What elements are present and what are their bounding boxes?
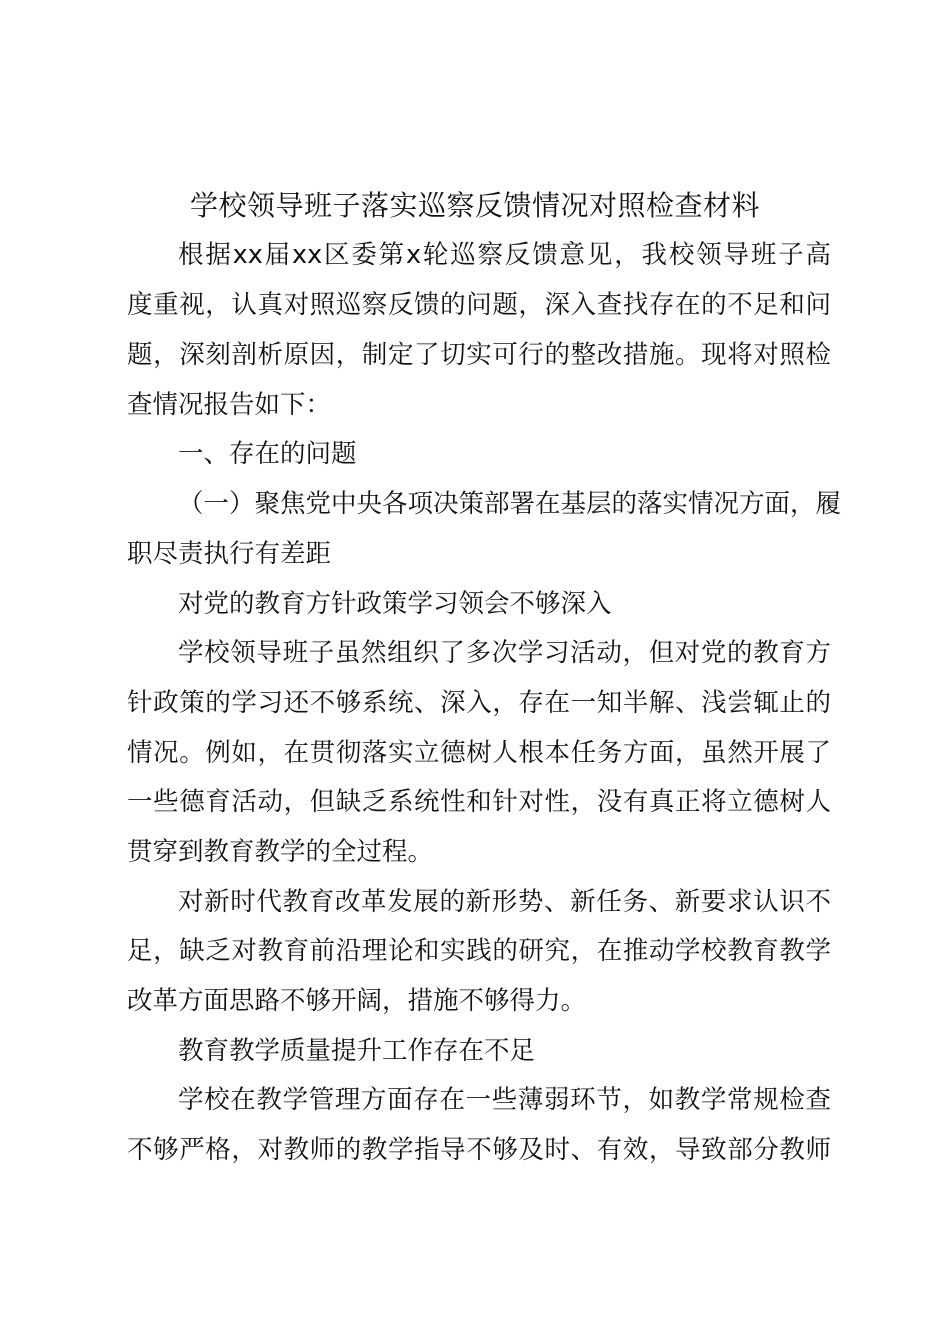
paragraph-line: 度重视，认真对照巡察反馈的问题，深入查找存在的不足和问 <box>127 290 831 320</box>
topic-heading: 教育教学质量提升工作存在不足 <box>178 1036 536 1066</box>
paragraph-line: 改革方面思路不够开阔，措施不够得力。 <box>127 986 587 1016</box>
document-title: 学校领导班子落实巡察反馈情况对照检查材料 <box>189 189 760 222</box>
paragraph-line: 针政策的学习还不够系统、深入，存在一知半解、浅尝辄止的 <box>127 688 831 718</box>
paragraph-line: 查情况报告如下： <box>127 390 332 420</box>
paragraph-line: 足，缺乏对教育前沿理论和实践的研究，在推动学校教育教学 <box>127 936 831 966</box>
subsection-heading-line: （一）聚焦党中央各项决策部署在基层的落实情况方面，履 <box>178 489 842 519</box>
topic-heading: 对党的教育方针政策学习领会不够深入 <box>178 589 612 619</box>
paragraph-line: 一些德育活动，但缺乏系统性和针对性，没有真正将立德树人 <box>127 787 831 817</box>
subsection-heading-line: 职尽责执行有差距 <box>127 539 332 569</box>
paragraph-line: 题，深刻剖析原因，制定了切实可行的整改措施。现将对照检 <box>127 340 831 370</box>
paragraph-line: 学校在教学管理方面存在一些薄弱环节，如教学常规检查 <box>178 1085 831 1115</box>
paragraph-line: 情况。例如，在贯彻落实立德树人根本任务方面，虽然开展了 <box>127 738 831 768</box>
paragraph-line: 对新时代教育改革发展的新形势、新任务、新要求认识不 <box>178 887 831 917</box>
paragraph-line: 贯穿到教育教学的全过程。 <box>127 837 434 867</box>
paragraph-line: 学校领导班子虽然组织了多次学习活动，但对党的教育方 <box>178 638 831 668</box>
paragraph-line: 根据xx届xx区委第x轮巡察反馈意见，我校领导班子高 <box>178 240 831 270</box>
section-heading: 一、存在的问题 <box>178 439 357 469</box>
paragraph-line: 不够严格，对教师的教学指导不够及时、有效，导致部分教师 <box>127 1135 831 1165</box>
